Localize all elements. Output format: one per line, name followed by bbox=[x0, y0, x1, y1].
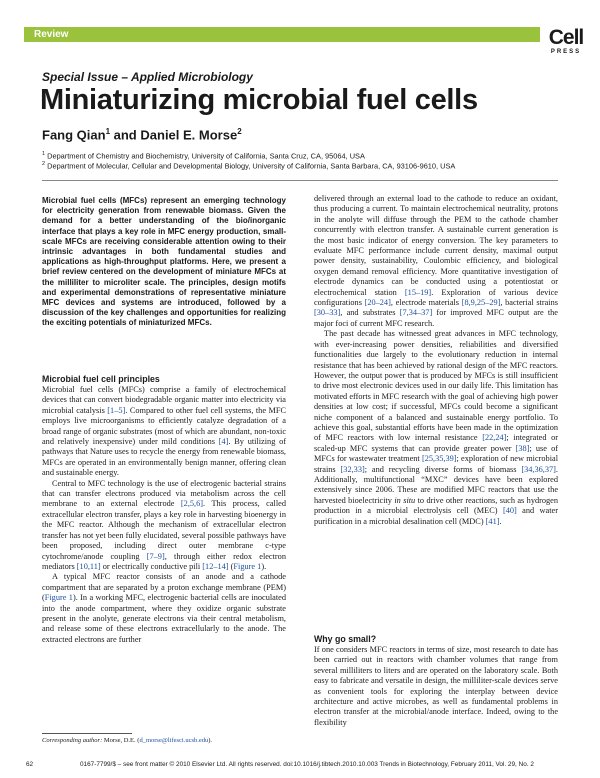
figure-link[interactable]: Figure 1 bbox=[233, 561, 262, 571]
affiliation-2 bbox=[42, 160, 455, 170]
citation-link[interactable]: [25,35,39] bbox=[421, 454, 457, 464]
citation-link[interactable]: [1–5] bbox=[107, 405, 126, 415]
footnote-label: Corresponding author: bbox=[42, 737, 103, 744]
author-name: Daniel E. Morse bbox=[140, 127, 238, 143]
author-conjunction: and bbox=[113, 127, 137, 143]
paragraph: The past decade has witnessed great advances in MFC technology, with ever-increasing power densities, reliabilities and diversified functionalities due largely to the evolutionary reduction in internal resistance that has been achieved by rational design of the MFC reactors. However, the output power that is produced by MFCs is still insufficient to drive most electronic devices used in our daily life. This limitation has motivated efforts in MFC research with the goal of achieving high power densities at low cost; if successful, MFCs could become a significant niche component of a balanced and sustainable energy portfolio. To achieve this goal, substantial efforts have been made in the optimization of MFC reactors with low internal resistance [22,24]; integrated or scaled-up MFC systems that can provide greater power [38]; use of MFCs for wastewater treatment [25,35,39]; exploration of new microbial strains [32,33]; and recycling diverse forms of biomass [34,36,37]. Additionally, multifunctional “MXC” devices have been explored extensively since 2006. These are modified MFC reactors that use the harvested bioelectricity in situ to drive other reactions, such as hydrogen production in a microbial electrolysis cell (MEC) [40] and water purification in a microbial desalination cell (MDC) [41]. bbox=[314, 329, 559, 526]
paragraph: Microbial fuel cells (MFCs) comprise a family of electrochemical devices that can convert biodegradable organic matter into electricity via microbial catalysis [1–5]. Compared to other fuel cell systems, the MFC employs live microorganisms to efficiently catalyze degradation of a broad range of organic substrates (most of which are abundant, non-toxic and relatively inexpensive) under mild conditions [4]. By utilizing of pathways that Nature uses to recycle the energy from renewable biomass, MFCs are operated in an environmentally benign manner, offering clean and sustainable energy. bbox=[42, 385, 286, 478]
footnote-divider bbox=[42, 733, 132, 734]
right-column-continued bbox=[314, 645, 558, 728]
author-affil-mark: 2 bbox=[237, 127, 242, 136]
citation-link[interactable]: [41] bbox=[485, 516, 500, 526]
affil-text: Department of Molecular, Cellular and Developmental Biology, University of California, Santa Barbara, CA, 93106-9610, USA bbox=[47, 161, 456, 171]
section-heading: Why go small? bbox=[314, 634, 377, 644]
email-link[interactable]: d_morse@lifesci.ucsb.edu bbox=[139, 737, 209, 744]
citation-link[interactable]: [40] bbox=[502, 506, 517, 516]
author-line bbox=[42, 127, 242, 142]
citation-link[interactable]: [12–14] bbox=[202, 561, 229, 571]
citation-link[interactable]: [32,33] bbox=[340, 464, 365, 474]
section-label: Review bbox=[34, 29, 69, 40]
citation-link[interactable]: [8,9,25–29] bbox=[461, 298, 501, 308]
citation-link[interactable]: [7,34–37] bbox=[399, 308, 433, 318]
figure-link[interactable]: Figure 1 bbox=[44, 593, 73, 603]
paragraph: Central to MFC technology is the use of electrogenic bacterial strains that can transfer electrons produced via metabolism across the cell membrane to an external electrode [2,5,6]. This process, called extracellular electron transfer, plays a key role in harvesting bioenergy in the MFC reactor. Although the mechanism of extracellular electron transfer has not yet been fully elucidated, several possible pathways have been proposed, including direct outer membrane c-type cytochrome/anode coupling [7–9], through either redox electron mediators [10,11] or electrically conductive pili [12–14] (Figure 1). bbox=[42, 478, 286, 571]
citation-link[interactable]: [2,5,6] bbox=[180, 499, 204, 509]
paragraph: delivered through an external load to the cathode to reduce an oxidant, thus producing a current. To maintain electrochemical neutrality, protons in the anolyte will diffuse through the PEM to the cathode chamber concurrently with electron transfer. A sustainable current generation is the most basic indicator of energy conversion. The key parameters to evaluate MFC performance include current density, maximal output power density, sustainability, Coulombic efficiency, and biological oxygen demand removal efficiency. More quantitative investigation of electrode dynamics can be conducted using a potentiostat or electrochemical station [15–19]. Exploration of various device configurations [20–24], electrode materials [8,9,25–29], bacterial strains [30–33], and substrates [7,34–37] for improved MFC output are the major foci of current MFC research. bbox=[314, 194, 558, 328]
footnote-close: ). bbox=[208, 737, 213, 744]
special-issue-label: Special Issue – Applied Microbiology bbox=[42, 70, 253, 84]
citation-link[interactable]: [7–9] bbox=[146, 551, 165, 561]
article-title: Miniaturizing microbial fuel cells bbox=[40, 84, 478, 116]
author-name: Fang Qian bbox=[42, 127, 106, 143]
footer-line: 0167-7799/$ – see front matter © 2010 Elsevier Ltd. All rights reserved. doi:10.1016/j.tibtech.2010.10.003 Trends in Biotechnology, February 2011, Vol. 29, No. 2 bbox=[80, 761, 534, 768]
section-banner bbox=[24, 27, 540, 42]
citation-link[interactable]: [34,36,37] bbox=[521, 464, 556, 474]
affiliation-1 bbox=[42, 150, 365, 160]
logo-word: Cell bbox=[548, 26, 584, 49]
affil-mark: 1 bbox=[42, 151, 46, 157]
footnote-name: Morse, D.E. ( bbox=[102, 737, 140, 744]
citation-link[interactable]: [30–33] bbox=[314, 308, 341, 318]
citation-link[interactable]: [15–19] bbox=[404, 287, 432, 297]
header-divider bbox=[42, 180, 558, 181]
paragraph: If one considers MFC reactors in terms of size, most research to date has been carried out in reactors with chamber volumes that range from several milliliters to liters and are operated on the laboratory scale. Both easy to fabricate and versatile in design, the milliliter-scale devices serve as convenient tools for exploring the interplay between device architecture and active microbes, as well as fundamental problems in electron transfer at the microbial/anode interface. Indeed, owing to the flexibility bbox=[314, 645, 558, 727]
corresponding-author-note bbox=[42, 737, 212, 744]
citation-link[interactable]: [20–24] bbox=[364, 298, 391, 308]
page-number: 62 bbox=[26, 761, 34, 768]
citation-link[interactable]: [4] bbox=[218, 437, 229, 447]
affil-mark: 2 bbox=[42, 161, 46, 167]
paragraph: A typical MFC reactor consists of an anode and a cathode compartment that are separated by a proton exchange membrane (PEM) (Figure 1). In a working MFC, electrogenic bacterial cells are inoculated into the anode compartment, where they oxidize organic substrate present in the anolyte, generate electrons via their central metabolism, and release some of these electrons extracellularly to the anode. The extracted electrons are further bbox=[42, 572, 286, 644]
citation-link[interactable]: [38] bbox=[515, 443, 530, 453]
author-affil-mark: 1 bbox=[105, 127, 111, 136]
citation-link[interactable]: [22,24] bbox=[482, 433, 507, 443]
right-column bbox=[314, 194, 558, 527]
left-column bbox=[42, 385, 286, 645]
section-heading: Microbial fuel cell principles bbox=[42, 374, 160, 384]
logo-sub: PRESS bbox=[550, 49, 582, 55]
abstract: Microbial fuel cells (MFCs) represent an emerging technology for electricity generation from renewable biomass. Given the demand for a better understanding of the bio/inorganic interface that plays a key role in MFC energy production, small-scale MFCs are receiving considerable attention owing to their intrinsic advantages in both fundamental studies and applications as high-throughput platforms. Here, we present a brief review centered on the development of miniature MFCs at the milliliter to microliter scale. The principles, design motifs and experimental demonstrations of representative miniature MFC devices and systems are introduced, followed by a discussion of the key challenges and opportunities for realizing the exciting potentials of miniaturized MFCs. bbox=[42, 196, 286, 328]
citation-link[interactable]: [10,11] bbox=[76, 561, 101, 571]
cell-press-logo bbox=[548, 28, 584, 56]
affil-text: Department of Chemistry and Biochemistry, University of California, Santa Cruz, CA, 95064, USA bbox=[47, 151, 365, 161]
